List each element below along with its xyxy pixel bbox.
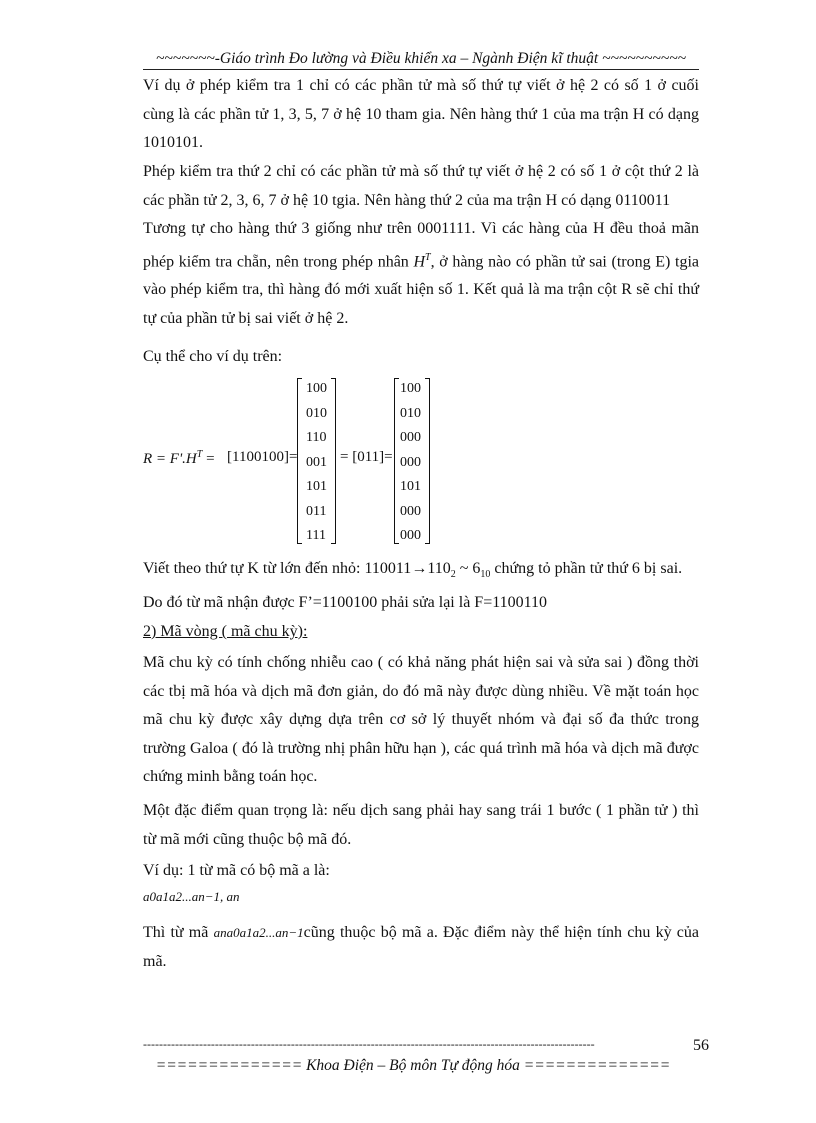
paragraph-property: Một đặc điểm quan trọng là: nếu dịch sang phải hay sang trái 1 bước ( 1 phần tử ) thì từ mã mới cũng thuộc bộ mã đó. [143,802,699,848]
page-number: 56 [693,1037,709,1054]
result-matrix: 100 010 000 000 101 000 000 [400,381,421,543]
paragraph-check-3: Tương tự cho hàng thứ 3 giống như trên 0001111. Vì các hàng của H đều thoả mãn phép kiểm tra chẵn, nên trong phép nhân $H^T$, ở hàng nào có phần tử sai (trong E) tgia vào phép kiểm tra, thì hàng đó mới xuất hiện số 1. Kết quả là ma trận cột R sẽ chỉ thứ tự của phần tử bị sai viết ở hệ 2. [143,220,699,327]
received-vector: [1100100]= [227,449,298,465]
result-left-bracket [394,378,399,544]
paragraph-correction: Do đó từ mã nhận được F’=1100100 phải sửa lại là F=1100110 [143,594,548,611]
page-footer: ============== Khoa Điện – Bộ môn Tự động hóa ============== [155,1057,671,1074]
codeword-sequence: a0a1a2...an−1, an [143,889,240,904]
ht-right-bracket [331,378,336,544]
paragraph-cyclic-code: Mã chu kỳ có tính chống nhiễu cao ( có khả năng phát hiện sai và sửa sai ) đồng thời các tbị mã hóa và dịch mã đơn giản, do đó mã này được dùng nhiều. Về mặt toán học mã chu kỳ được xây dựng dựa trên cơ sở lý thuyết nhóm và đại số đa thức trong trường Galoa ( đó là trường nhị phân hữu hạn ), các quá trình mã hóa và dịch mã được chứng minh bằng toán học. [143,654,699,785]
equation-lhs: R = F'.H [143,451,197,467]
page-header: ~~~~~~~-Giáo trình Đo lường và Điều khiển xa – Ngành Điện kĩ thuật ~~~~~~~~~~ [156,50,686,67]
shifted-codeword: ana0a1a2...an−1 [213,925,304,940]
paragraph-check-1: Ví dụ ở phép kiểm tra 1 chỉ có các phần tử mà số thứ tự viết ở hệ 2 có số 1 ở cuối cùng là các phần tử 1, 3, 5, 7 ở hệ 10 tham gia. Nên hàng thứ 1 của ma trận H có dạng 1010101. [143,77,699,151]
result-right-bracket [425,378,430,544]
footer-rule: ----------------------------------------------------------------------------------------------------------------- [143,1037,595,1051]
matrix-equation: $R = F'.H^T$ = [1100100]= 100 010 110 001 101 011 111 = [011]= 100 010 000 000 101 000 000 [143,375,703,545]
header-rule [143,69,699,70]
paragraph-check-2: Phép kiểm tra thứ 2 chỉ có các phần tử mà số thứ tự viết ở hệ 2 có số 1 ở cột thứ 2 là các phần tử 2, 3, 6, 7 ở hệ 10 tgia. Nên hàng thứ 2 của ma trận H có dạng 0110011 [143,163,699,209]
paragraph-example-intro: Cụ thể cho ví dụ trên: [143,348,283,365]
ht-matrix: 100 010 110 001 101 011 111 [306,381,327,543]
paragraph-result: Viết theo thứ tự K từ lớn đến nhỏ: $110011\to 110_2$ ~ $6_{10}$ chứng tỏ phần tử thứ 6 bị sai. [143,560,683,581]
section-title: 2) Mã vòng ( mã chu kỳ): [143,623,308,640]
paragraph-example: Ví dụ: 1 từ mã có bộ mã a là: [143,862,330,879]
syndrome-vector: = [011]= [340,449,393,465]
paragraph-shifted-codeword: Thì từ mã ana0a1a2...an−1cũng thuộc bộ mã a. Đặc điểm này thể hiện tính chu kỳ của mã. [143,924,700,970]
ht-left-bracket [297,378,302,544]
